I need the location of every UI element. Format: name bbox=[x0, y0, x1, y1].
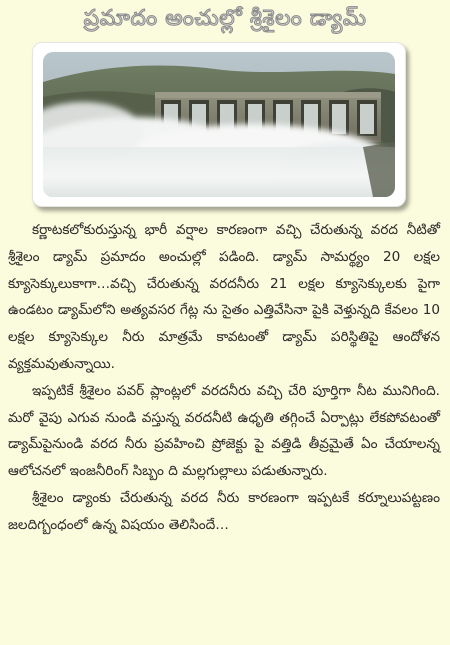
article-paragraph-1: కర్ణాటకలోకురుస్తున్న భారీ వర్షాల కారణంగా వచ్చి చేరుతున్న వరద నీటితో శ్రీశైలం డ్యామ్ ప్రమాదం అంచుల్లో పడింది. డ్యామ్ సామర్థ్యం 20 లక్షల క్యూసెక్కులుకాగా…వచ్చి చేరుతున్న వరదనీరు 21 లక్షల క్యూసెక్కులకు పైగా ఉండటం డ్యామ్‌లోని అత్యవసర గేట్ల ను సైతం ఎత్తివేసినా పైకి వెళ్తున్నది కేవలం 10 లక్షల క్యూసెక్కుల నీరు మాత్రమే కావటంతో డ్యామ్ పరిస్థితిపై ఆందోళన వ్యక్తమవుతున్నాయి. bbox=[8, 222, 440, 372]
article-body bbox=[8, 217, 440, 539]
article-title: ప్రమాదం అంచుల్లో శ్రీశైలం డ్యామ్ bbox=[83, 6, 367, 31]
article-paragraph-3: శ్రీశైలం డ్యాంకు చేరుతున్న వరద నీరు కారణంగా ఇప్పటకే కర్నూలుపట్టణం జలదిగ్బంధంలో ఉన్న విషయం తెలిసిందే… bbox=[8, 489, 440, 533]
article-paragraph-2: ఇప్పటికే శ్రీశైలం పవర్ ప్లాంట్లలో వరదనీరు వచ్చి చేరి పూర్తిగా నీట మునిగింది. మరో వైపు ఎగువ నుండి వస్తున్న వరదనీటి ఉధృతి తగ్గించే ఏర్పాట్లు లేకపోవటంతో డ్యామ్‌పైనుండి వరద నీరు ప్రవహించి ప్రోజెక్టు పై వత్తిడి తీవ్రమైతే ఏం చేయాలన్న ఆలోచనలో ఇంజనీరింగ్ సిబ్బం ది మల్లగుల్లాలు పడుతున్నారు. bbox=[8, 382, 440, 480]
dam-photo bbox=[43, 52, 395, 197]
photo-frame bbox=[32, 42, 406, 207]
